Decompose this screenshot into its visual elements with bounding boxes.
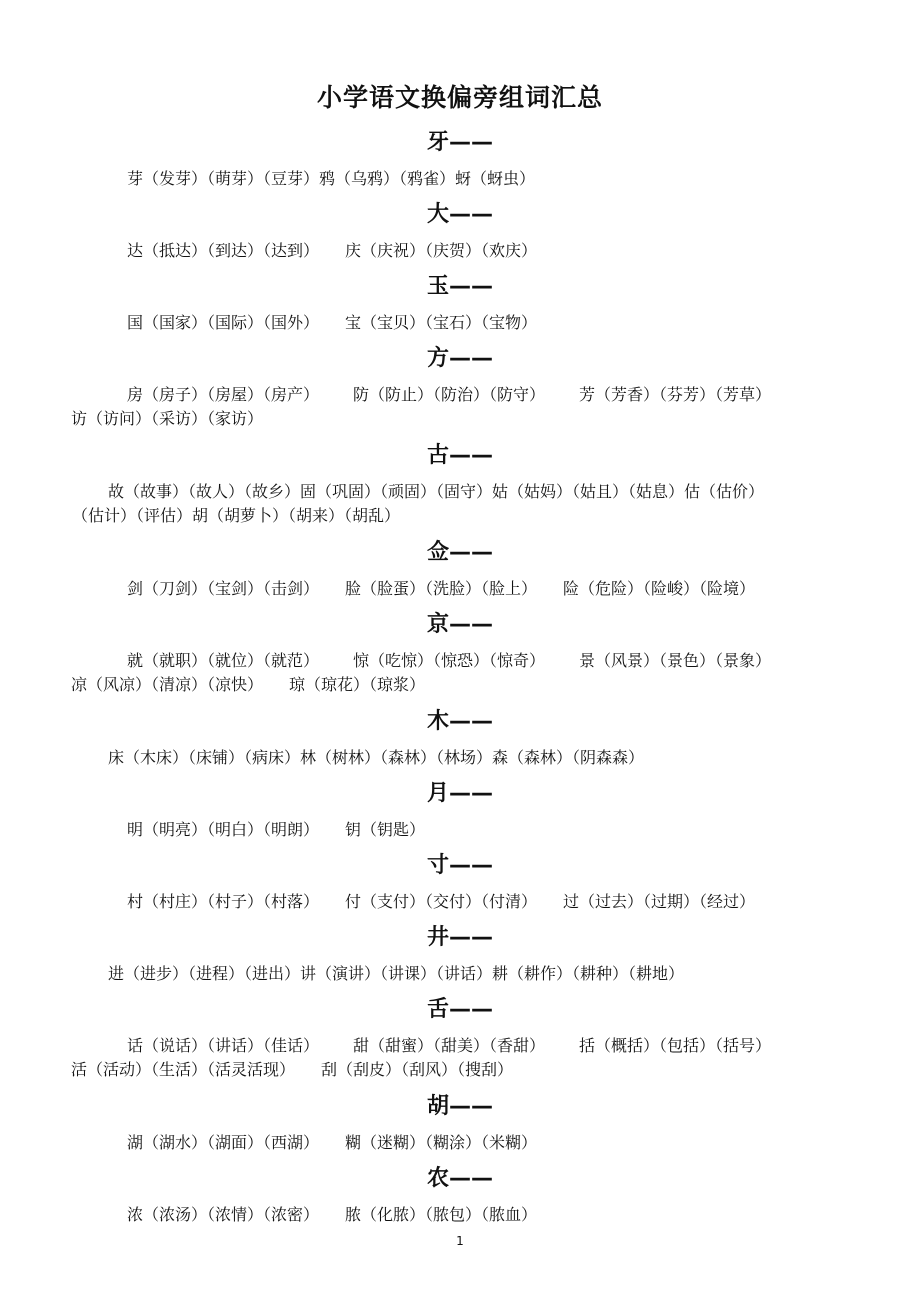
word-line (127, 241, 537, 261)
word-group: 村（村庄）（村子）（村落） (127, 892, 320, 911)
word-group: 脓（化脓）（脓包）（脓血） (345, 1205, 538, 1224)
word-line (127, 1133, 537, 1153)
word-line (127, 820, 425, 840)
section-heading: 舌—— (426, 997, 493, 1022)
word-line (71, 409, 263, 429)
section-heading: 农—— (426, 1166, 493, 1191)
section-heading: 井—— (426, 925, 493, 950)
word-group: 防（防止）（防治）（防守） (353, 385, 546, 404)
word-group: （估计）（评估）胡（胡萝卜）（胡来）（胡乱） (72, 506, 401, 525)
word-line (127, 385, 771, 405)
word-group: 湖（湖水）（湖面）（西湖） (127, 1133, 320, 1152)
word-group: 糊（迷糊）（糊涂）（米糊） (345, 1133, 538, 1152)
word-group: 浓（浓汤）（浓情）（浓密） (127, 1205, 320, 1224)
section-heading: 牙—— (426, 130, 493, 155)
section-heading: 月—— (426, 781, 493, 806)
word-group: 芽（发芽）（萌芽）（豆芽）鸦（乌鸦）（鸦雀）蚜（蚜虫） (127, 169, 536, 188)
word-line (127, 651, 771, 671)
section-heading: 京—— (426, 612, 493, 637)
word-group: 床（木床）（床铺）（病床）林（树林）（森林）（林场）森（森林）（阴森森） (108, 748, 645, 767)
word-line (108, 964, 684, 984)
word-group: 钥（钥匙） (345, 820, 426, 839)
word-group: 刮（刮皮）（刮风）（搜刮） (321, 1060, 514, 1079)
word-group: 惊（吃惊）（惊恐）（惊奇） (353, 651, 546, 670)
page-title: 小学语文换偏旁组词汇总 (316, 83, 603, 112)
word-line (71, 1060, 513, 1080)
section-heading: 胡—— (426, 1094, 493, 1119)
word-group: 宝（宝贝）（宝石）（宝物） (345, 313, 538, 332)
word-group: 凉（风凉）（清凉）（凉快） (71, 675, 264, 694)
word-group: 话（说话）（讲话）（佳话） (127, 1036, 320, 1055)
section-heading: 木—— (426, 709, 493, 734)
word-group: 过（过去）（过期）（经过） (563, 892, 756, 911)
word-group: 括（概括）（包括）（括号） (579, 1036, 772, 1055)
word-line (127, 579, 755, 599)
word-line (108, 482, 764, 502)
word-group: 剑（刀剑）（宝剑）（击剑） (127, 579, 320, 598)
word-group: 芳（芳香）（芬芳）（芳草） (579, 385, 772, 404)
word-group: 明（明亮）（明白）（明朗） (127, 820, 320, 839)
section-heading: 古—— (426, 443, 493, 468)
word-group: 庆（庆祝）（庆贺）（欢庆） (345, 241, 538, 260)
word-group: 琼（琼花）（琼浆） (289, 675, 426, 694)
word-line (127, 1036, 771, 1056)
page-number: 1 (456, 1234, 464, 1248)
section-heading: 佥—— (426, 540, 493, 565)
word-group: 甜（甜蜜）（甜美）（香甜） (353, 1036, 546, 1055)
word-group: 国（国家）（国际）（国外） (127, 313, 320, 332)
section-heading: 玉—— (426, 274, 493, 299)
word-group: 访（访问）（采访）（家访） (71, 409, 264, 428)
word-line (127, 892, 755, 912)
word-line (127, 1205, 537, 1225)
word-group: 就（就职）（就位）（就范） (127, 651, 320, 670)
word-line (127, 169, 535, 189)
word-line (108, 748, 644, 768)
word-line (72, 506, 400, 526)
word-group: 故（故事）（故人）（故乡）固（巩固）（顽固）（固守）姑（姑妈）（姑且）（姑息）估（估价） (108, 482, 765, 501)
word-group: 付（支付）（交付）（付清） (345, 892, 538, 911)
word-line (71, 675, 425, 695)
section-heading: 大—— (426, 202, 493, 227)
word-group: 险（危险）（险峻）（险境） (563, 579, 756, 598)
word-group: 进（进步）（进程）（进出）讲（演讲）（讲课）（讲话）耕（耕作）（耕种）（耕地） (108, 964, 685, 983)
word-group: 达（抵达）（到达）（达到） (127, 241, 320, 260)
word-group: 房（房子）（房屋）（房产） (127, 385, 320, 404)
word-group: 景（风景）（景色）（景象） (579, 651, 772, 670)
word-group: 脸（脸蛋）（洗脸）（脸上） (345, 579, 538, 598)
word-line (127, 313, 537, 333)
word-group: 活（活动）（生活）（活灵活现） (71, 1060, 296, 1079)
section-heading: 寸—— (426, 853, 493, 878)
section-heading: 方—— (426, 346, 493, 371)
